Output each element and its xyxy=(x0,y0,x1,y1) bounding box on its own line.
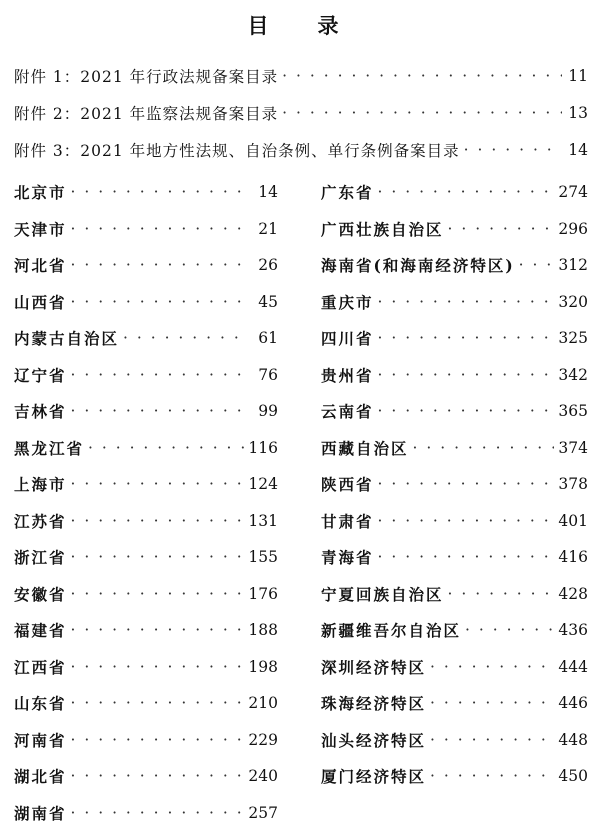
toc-entry[interactable] xyxy=(14,430,278,467)
toc-entry-name: 内蒙古自治区 xyxy=(14,329,120,349)
toc-entry-name: 海南省(和海南经济特区) xyxy=(321,256,515,276)
toc-entry-name: 甘肃省 xyxy=(321,511,374,531)
toc-entry[interactable] xyxy=(321,393,588,430)
toc-entry-page-number: 257 xyxy=(248,803,278,822)
toc-entry[interactable] xyxy=(321,722,588,759)
toc-entry-page-number: 14 xyxy=(258,183,278,202)
annex-label: 附件 1：2021 年行政法规备案目录 xyxy=(14,68,279,86)
dot-leader xyxy=(519,256,554,274)
toc-entry-name: 北京市 xyxy=(14,183,67,203)
toc-entry[interactable] xyxy=(14,174,278,211)
toc-entry[interactable] xyxy=(321,211,588,248)
dot-leader xyxy=(448,220,554,238)
toc-entry[interactable] xyxy=(321,357,588,394)
toc-entry[interactable] xyxy=(14,539,278,576)
toc-entry[interactable] xyxy=(14,649,278,686)
annex-entry-3[interactable] xyxy=(14,138,588,162)
annex-label: 附件 3：2021 年地方性法规、自治条例、单行条例备案目录 xyxy=(14,142,460,160)
dot-leader xyxy=(378,366,554,384)
toc-entry-page-number: 446 xyxy=(558,694,588,713)
toc-entry[interactable] xyxy=(14,284,278,321)
toc-entry[interactable] xyxy=(14,722,278,759)
toc-entry[interactable] xyxy=(321,320,588,357)
toc-entry-page-number: 210 xyxy=(248,694,278,713)
dot-leader xyxy=(71,585,244,603)
toc-entry-page-number: 401 xyxy=(558,511,588,530)
dot-leader xyxy=(71,293,244,311)
toc-entry-page-number: 229 xyxy=(248,730,278,749)
dot-leader xyxy=(71,804,244,822)
toc-entry[interactable] xyxy=(14,247,278,284)
toc-entry-page-number: 155 xyxy=(248,548,278,567)
toc-entry-page-number: 61 xyxy=(258,329,278,348)
toc-entry-name: 深圳经济特区 xyxy=(321,657,427,677)
toc-entry-name: 山西省 xyxy=(14,292,67,312)
annex-page-number: 11 xyxy=(568,67,588,85)
annex-label: 附件 2：2021 年监察法规备案目录 xyxy=(14,105,279,123)
toc-entry-page-number: 436 xyxy=(558,621,588,640)
toc-entry-page-number: 320 xyxy=(558,292,588,311)
toc-entry[interactable] xyxy=(321,576,588,613)
toc-entry[interactable] xyxy=(321,284,588,321)
toc-entry-page-number: 416 xyxy=(558,548,588,567)
toc-entry-page-number: 176 xyxy=(248,584,278,603)
toc-entry[interactable] xyxy=(14,758,278,795)
toc-entry-page-number: 76 xyxy=(258,365,278,384)
toc-entry[interactable] xyxy=(321,758,588,795)
dot-leader xyxy=(88,439,244,457)
page-title: 目 录 xyxy=(247,13,353,38)
toc-entry-page-number: 325 xyxy=(558,329,588,348)
toc-entry[interactable] xyxy=(321,612,588,649)
dot-leader xyxy=(71,621,244,639)
toc-entry[interactable] xyxy=(321,247,588,284)
toc-entry-page-number: 312 xyxy=(558,256,588,275)
dot-leader xyxy=(71,475,244,493)
toc-entry-name: 吉林省 xyxy=(14,402,67,422)
toc-entry-name: 江苏省 xyxy=(14,511,67,531)
toc-entry[interactable] xyxy=(321,174,588,211)
toc-entry[interactable] xyxy=(14,393,278,430)
toc-entry-name: 广西壮族自治区 xyxy=(321,219,444,239)
dot-leader xyxy=(282,67,562,85)
toc-entry[interactable] xyxy=(321,539,588,576)
toc-entry-name: 汕头经济特区 xyxy=(321,730,427,750)
toc-entry-name: 天津市 xyxy=(14,219,67,239)
toc-entry[interactable] xyxy=(14,576,278,613)
toc-entry-page-number: 45 xyxy=(258,292,278,311)
toc-entry-name: 江西省 xyxy=(14,657,67,677)
toc-entry-page-number: 448 xyxy=(558,730,588,749)
toc-entry[interactable] xyxy=(14,320,278,357)
toc-entry-name: 重庆市 xyxy=(321,292,374,312)
toc-entry-name: 青海省 xyxy=(321,548,374,568)
dot-leader xyxy=(378,512,554,530)
toc-entry[interactable] xyxy=(14,612,278,649)
toc-entry[interactable] xyxy=(321,649,588,686)
dot-leader xyxy=(71,256,244,274)
toc-entry-name: 西藏自治区 xyxy=(321,438,409,458)
toc-entry[interactable] xyxy=(321,503,588,540)
toc-entry[interactable] xyxy=(14,503,278,540)
dot-leader xyxy=(71,402,244,420)
toc-entry-name: 宁夏回族自治区 xyxy=(321,584,444,604)
toc-entry-page-number: 99 xyxy=(258,402,278,421)
toc-entry-page-number: 365 xyxy=(558,402,588,421)
toc-entry-name: 辽宁省 xyxy=(14,365,67,385)
toc-entry-name: 山东省 xyxy=(14,694,67,714)
dot-leader xyxy=(430,767,554,785)
dot-leader xyxy=(71,694,244,712)
annex-page-number: 14 xyxy=(568,141,588,159)
toc-entry-name: 珠海经济特区 xyxy=(321,694,427,714)
toc-entry-name: 福建省 xyxy=(14,621,67,641)
dot-leader xyxy=(282,104,562,122)
toc-entry[interactable] xyxy=(14,795,278,832)
dot-leader xyxy=(71,548,244,566)
toc-entry-name: 河北省 xyxy=(14,256,67,276)
dot-leader xyxy=(71,220,244,238)
toc-entry[interactable] xyxy=(321,430,588,467)
toc-entry[interactable] xyxy=(321,685,588,722)
toc-entry-page-number: 296 xyxy=(558,219,588,238)
toc-entry[interactable] xyxy=(14,211,278,248)
toc-entry-page-number: 428 xyxy=(558,584,588,603)
dot-leader xyxy=(378,475,554,493)
dot-leader xyxy=(123,329,244,347)
annex-entry-1[interactable] xyxy=(14,64,588,88)
dot-leader xyxy=(378,402,554,420)
toc-entry-name: 黑龙江省 xyxy=(14,438,85,458)
toc-left-column xyxy=(14,174,278,831)
toc-entry-page-number: 188 xyxy=(248,621,278,640)
toc-entry-page-number: 116 xyxy=(248,438,278,457)
dot-leader xyxy=(465,621,554,639)
toc-entry-page-number: 26 xyxy=(258,256,278,275)
toc-entry-name: 厦门经济特区 xyxy=(321,767,427,787)
toc-entry-name: 陕西省 xyxy=(321,475,374,495)
toc-right-column xyxy=(321,174,588,795)
dot-leader xyxy=(430,694,554,712)
toc-entry-page-number: 444 xyxy=(558,657,588,676)
toc-entry-name: 四川省 xyxy=(321,329,374,349)
toc-entry-name: 湖北省 xyxy=(14,767,67,787)
toc-entry-name: 安徽省 xyxy=(14,584,67,604)
toc-entry-page-number: 198 xyxy=(248,657,278,676)
toc-entry[interactable] xyxy=(14,466,278,503)
toc-entry-name: 河南省 xyxy=(14,730,67,750)
dot-leader xyxy=(71,731,244,749)
dot-leader xyxy=(378,329,554,347)
dot-leader xyxy=(71,767,244,785)
toc-entry-name: 新疆维吾尔自治区 xyxy=(321,621,462,641)
toc-entry[interactable] xyxy=(14,357,278,394)
toc-entry-name: 湖南省 xyxy=(14,803,67,823)
dot-leader xyxy=(413,439,554,457)
toc-entry-name: 浙江省 xyxy=(14,548,67,568)
dot-leader xyxy=(71,366,244,384)
toc-entry-page-number: 21 xyxy=(258,219,278,238)
toc-entry-page-number: 274 xyxy=(558,183,588,202)
toc-entry-page-number: 374 xyxy=(558,438,588,457)
dot-leader xyxy=(464,141,562,159)
dot-leader xyxy=(71,183,244,201)
dot-leader xyxy=(378,183,554,201)
toc-entry[interactable] xyxy=(321,466,588,503)
toc-entry-page-number: 240 xyxy=(248,767,278,786)
dot-leader xyxy=(448,585,554,603)
toc-entry-name: 广东省 xyxy=(321,183,374,203)
toc-entry-page-number: 342 xyxy=(558,365,588,384)
dot-leader xyxy=(430,658,554,676)
annex-page-number: 13 xyxy=(568,104,588,122)
toc-entry-name: 上海市 xyxy=(14,475,67,495)
toc-entry-page-number: 450 xyxy=(558,767,588,786)
toc-entry-page-number: 378 xyxy=(558,475,588,494)
toc-entry-name: 贵州省 xyxy=(321,365,374,385)
dot-leader xyxy=(71,658,244,676)
toc-entry[interactable] xyxy=(14,685,278,722)
toc-entry-page-number: 131 xyxy=(248,511,278,530)
toc-entry-name: 云南省 xyxy=(321,402,374,422)
dot-leader xyxy=(430,731,554,749)
dot-leader xyxy=(378,548,554,566)
annex-entry-2[interactable] xyxy=(14,101,588,125)
dot-leader xyxy=(378,293,554,311)
toc-entry-page-number: 124 xyxy=(248,475,278,494)
dot-leader xyxy=(71,512,244,530)
